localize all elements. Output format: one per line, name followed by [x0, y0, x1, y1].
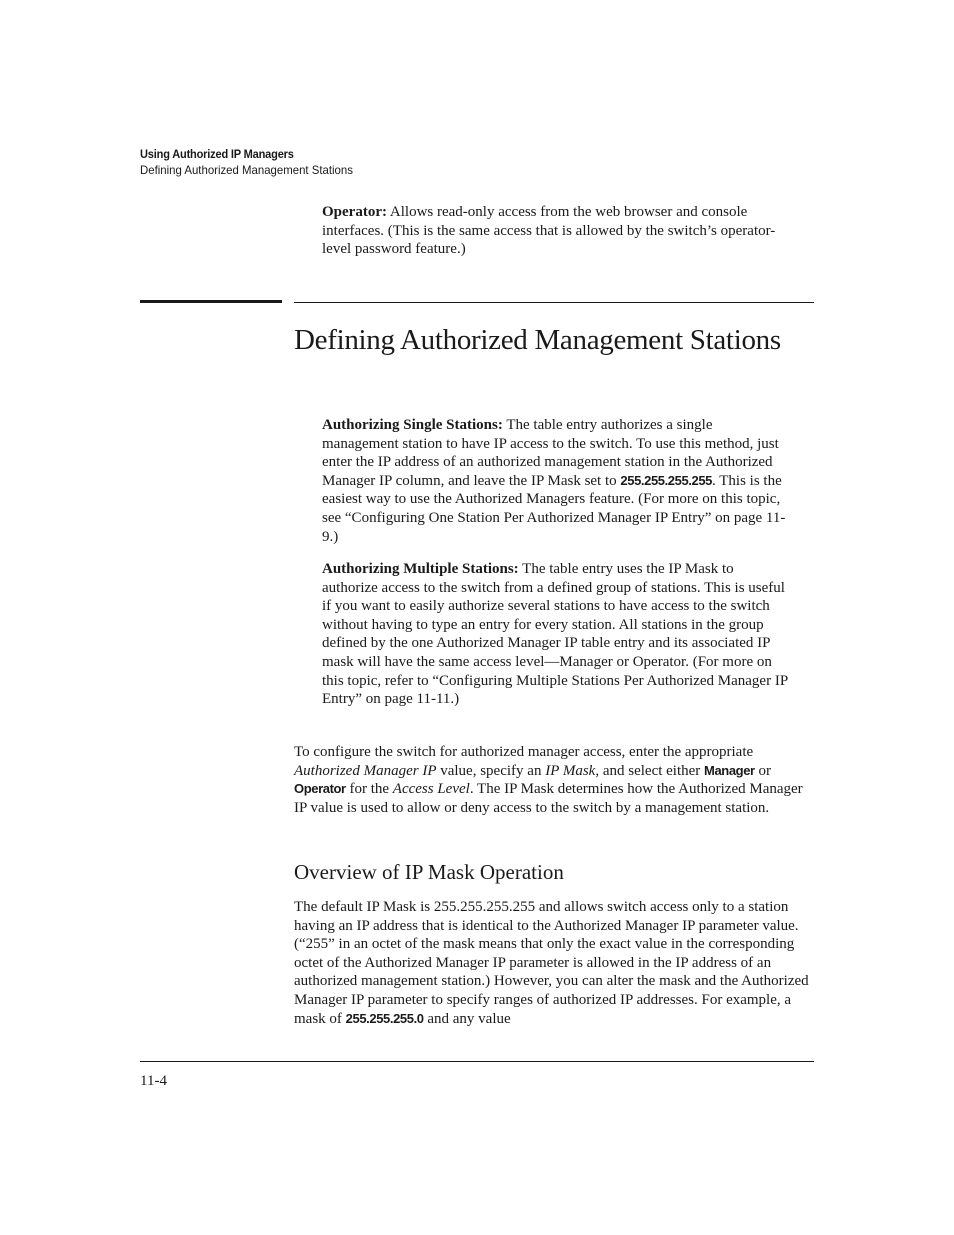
single-stations-term: Authorizing Single Stations: — [322, 417, 503, 433]
operator-description: Allows read-only access from the web browser and console interfaces. (This is the same access that is allowed by the switch’s operator-level password feature.) — [322, 204, 776, 258]
configure-option-operator: Operator — [294, 781, 346, 797]
operator-term: Operator: — [322, 204, 387, 220]
section-rule-thick — [140, 300, 282, 303]
configure-text-5: for the — [345, 781, 393, 798]
running-header-chapter: Using Authorized IP Managers — [140, 147, 294, 161]
single-stations-text-1: The table entry authorizes a single management station to have IP access to the switch. To use this method, just enter the IP address of an authorized management station in the Authorized Manager IP column, and leave the IP Mask set to — [322, 417, 779, 489]
subsection-heading: Overview of IP Mask Operation — [294, 860, 564, 884]
single-stations-text-2: . This is the easiest way to use the Authorized Managers feature. (For more on this topic, see “Configuring One Station Per Authorized Manager IP Entry” on page 11-9.) — [322, 472, 786, 545]
configure-term-ip-mask: IP Mask — [545, 762, 596, 779]
single-stations-mask-value: 255.255.255.255 — [620, 472, 713, 488]
operator-paragraph — [322, 203, 792, 259]
overview-mask-example: 255.255.255.0 — [345, 1010, 424, 1026]
configure-text-3: , and select either — [595, 762, 705, 779]
overview-paragraph — [294, 898, 814, 1028]
footer-rule — [140, 1061, 814, 1062]
configure-term-authorized-manager-ip: Authorized Manager IP — [294, 762, 437, 779]
configure-text-6: . The IP Mask determines how the Authorized Manager IP value is used to allow or deny access to the switch by a management station. — [294, 781, 803, 816]
configure-text-2: value, specify an — [436, 762, 546, 779]
configure-text-4: or — [754, 762, 771, 779]
page-number: 11-4 — [140, 1073, 167, 1089]
multiple-stations-term: Authorizing Multiple Stations: — [322, 561, 519, 577]
configure-option-manager: Manager — [704, 762, 755, 778]
section-heading: Defining Authorized Management Stations — [294, 324, 781, 356]
multiple-stations-paragraph — [322, 560, 788, 709]
configure-term-access-level: Access Level — [392, 781, 470, 798]
single-stations-paragraph — [322, 416, 792, 546]
section-rule-thin — [294, 302, 814, 303]
configure-text-1: To configure the switch for authorized manager access, enter the appropriate — [294, 744, 754, 760]
overview-text-2: and any value — [423, 1010, 511, 1027]
configure-paragraph — [294, 743, 814, 817]
overview-text-1: The default IP Mask is 255.255.255.255 and allows switch access only to a station having an IP address that is identical to the Authorized Manager IP parameter value. (“255” in an octet of the mask means that only the exact value in the corresponding octet of the Authorized Manager IP parameter is allowed in the IP address of an authorized management station.) However, you can alter the mask and the Authorized Manager IP parameter to specify ranges of authorized IP addresses. For example, a mask of — [294, 899, 809, 1027]
running-header-section: Defining Authorized Management Stations — [140, 163, 353, 177]
multiple-stations-text: The table entry uses the IP Mask to authorize access to the switch from a defined group of stations. This is useful if you want to easily authorize several stations to have access to the switch without having to type an entry for every station. All stations in the group defined by the one Authorized Manager IP table entry and its associated IP mask will have the same access level—Manager or Operator. (For more on this topic, refer to “Configuring Multiple Stations Per Authorized Manager IP Entry” on page 11-11.) — [322, 561, 788, 708]
